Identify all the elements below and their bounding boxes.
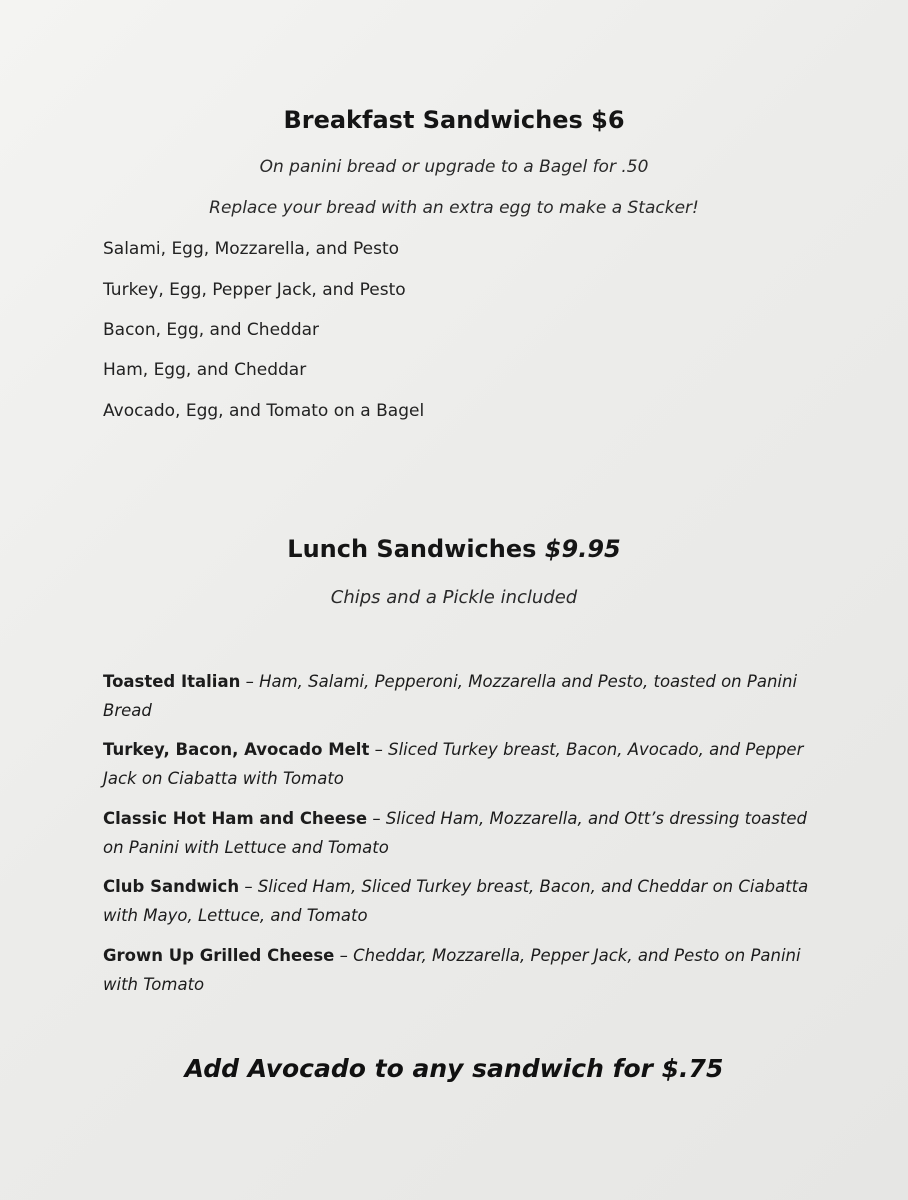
lunch-item-dash: – — [239, 877, 258, 896]
lunch-item-name: Grown Up Grilled Cheese — [103, 946, 335, 965]
lunch-item-dash: – — [369, 740, 389, 759]
lunch-item — [103, 804, 823, 862]
lunch-item-desc: Ham, Salami, Pepperoni, Mozzarella and Pesto, toasted on Panini Bread — [103, 672, 798, 720]
lunch-title — [0, 535, 908, 563]
lunch-item-desc: Sliced Ham, Mozzarella, and Ott’s dressing toasted on Panini with Lettuce and Tomato — [103, 809, 807, 857]
lunch-item-dash: – — [240, 672, 260, 691]
lunch-title-text: Lunch Sandwiches — [287, 535, 545, 563]
lunch-item-dash: – — [367, 809, 386, 828]
lunch-item-name: Club Sandwich — [103, 877, 240, 896]
lunch-item — [103, 667, 823, 725]
lunch-item-dash: – — [334, 946, 354, 965]
lunch-item — [103, 735, 823, 793]
lunch-item — [103, 872, 823, 930]
lunch-item — [103, 941, 823, 999]
lunch-price: $9.95 — [544, 535, 621, 563]
lunch-item-desc: Cheddar, Mozzarella, Pepper Jack, and Pesto on Panini with Tomato — [103, 946, 801, 994]
lunch-item-desc: Sliced Turkey breast, Bacon, Avocado, and Pepper Jack on Ciabatta with Tomato — [103, 740, 804, 788]
breakfast-item: Bacon, Egg, and Cheddar — [103, 320, 320, 340]
breakfast-item: Salami, Egg, Mozzarella, and Pesto — [103, 239, 400, 259]
breakfast-note-bagel: On panini bread or upgrade to a Bagel for .50 — [259, 157, 649, 177]
lunch-note: Chips and a Pickle included — [330, 587, 578, 608]
breakfast-title: Breakfast Sandwiches $6 — [283, 106, 625, 134]
breakfast-note-stacker: Replace your bread with an extra egg to make a Stacker! — [209, 198, 699, 218]
breakfast-item: Avocado, Egg, and Tomato on a Bagel — [103, 401, 425, 421]
lunch-item-desc: Sliced Ham, Sliced Turkey breast, Bacon, and Cheddar on Ciabatta with Mayo, Lettuce, and Tomato — [103, 877, 809, 925]
breakfast-item: Turkey, Egg, Pepper Jack, and Pesto — [103, 280, 406, 300]
lunch-item-name: Turkey, Bacon, Avocado Melt — [103, 740, 370, 759]
lunch-item-name: Classic Hot Ham and Cheese — [103, 809, 368, 828]
breakfast-item: Ham, Egg, and Cheddar — [103, 360, 307, 380]
avocado-addon-note: Add Avocado to any sandwich for $.75 — [184, 1054, 724, 1083]
lunch-item-name: Toasted Italian — [103, 672, 241, 691]
